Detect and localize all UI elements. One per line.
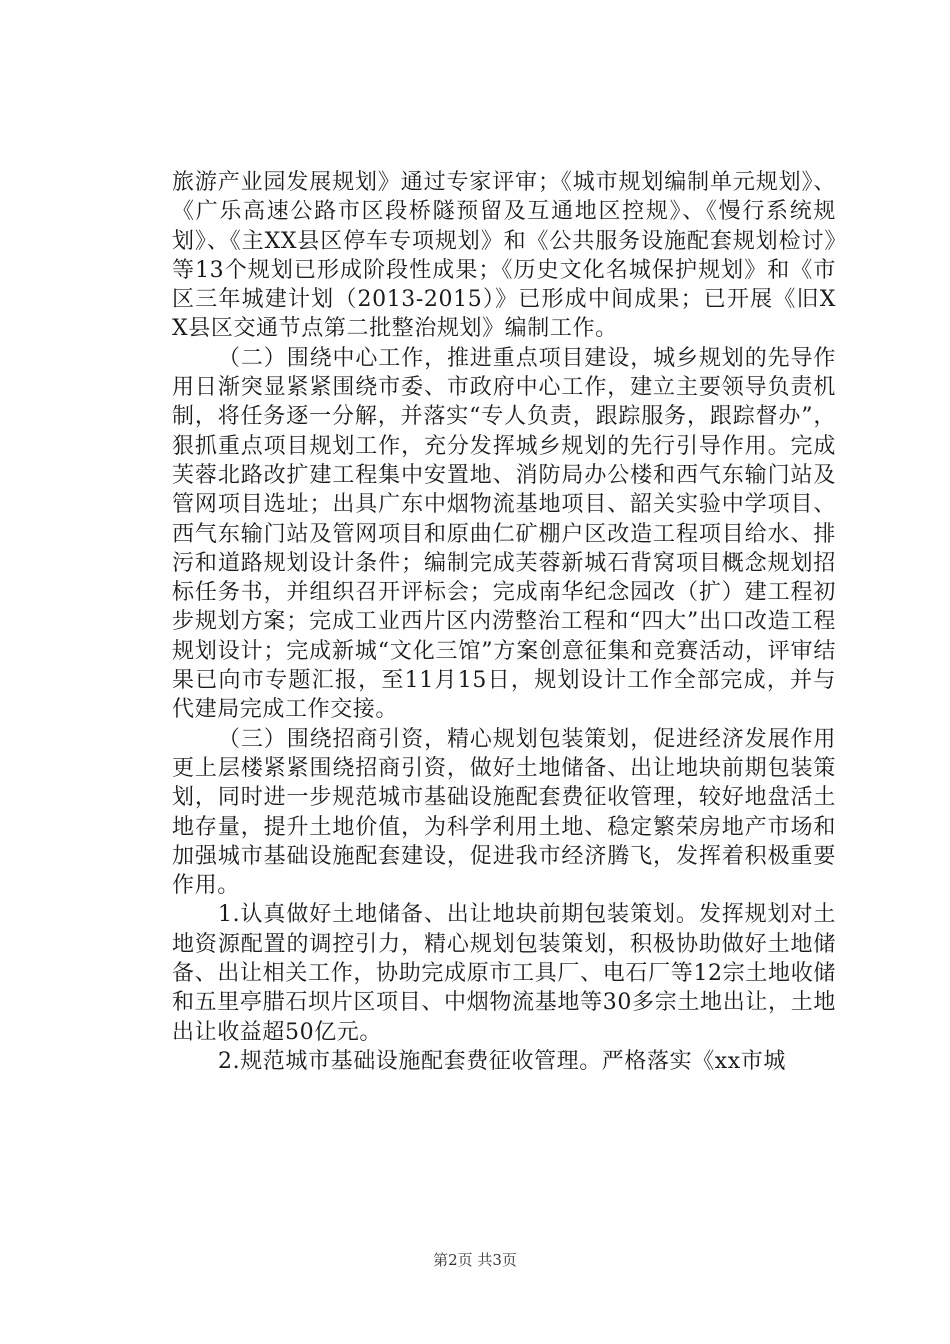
paragraph-2: （二）围绕中心工作，推进重点项目建设，城乡规划的先导作用日渐突显紧紧围绕市委、市政府中心工作，建立主要领导负责机制，将任务逐一分解，并落实“专人负责，跟踪服务，跟踪督办”，狠抓重点项目规划工作，充分发挥城乡规划的先行引导作用。完成芙蓉北路改扩建工程集中安置地、消防局办公楼和西气东输门站及管网项目选址；出具广东中烟物流基地项目、韶关实验中学项目、西气东输门站及管网项目和原曲仁矿棚户区改造工程项目给水、排污和道路规划设计条件；编制完成芙蓉新城石背窝项目概念规划招标任务书，并组织召开评标会；完成南华纪念园改（扩）建工程初步规划方案；完成工业西片区内涝整治工程和“四大”出口改造工程规划设计；完成新城“文化三馆”方案创意征集和竞赛活动，评审结果已向市专题汇报，至11月15日，规划设计工作全部完成，并与代建局完成工作交接。 <box>172 345 836 723</box>
paragraph-3: （三）围绕招商引资，精心规划包装策划，促进经济发展作用更上层楼紧紧围绕招商引资，做好土地储备、出让地块前期包装策划，同时进一步规范城市基础设施配套费征收管理，较好地盘活土地存量，提升土地价值，为科学利用土地、稳定繁荣房地产市场和加强城市基础设施配套建设，促进我市经济腾飞，发挥着积极重要作用。 <box>172 726 836 899</box>
paragraph-5: 2.规范城市基础设施配套费征收管理。严格落实《xx市城 <box>218 1048 787 1074</box>
paragraph-4: 1.认真做好土地储备、出让地块前期包装策划。发挥规划对土地资源配置的调控引力，精心规划包装策划，积极协助做好土地储备、出让相关工作，协助完成原市工具厂、电石厂等12宗土地收储和五里亭腊石坝片区项目、中烟物流基地等30多宗土地出让，土地出让收益超50亿元。 <box>172 902 836 1045</box>
page-number-label: 第2页 共3页 <box>433 1251 517 1269</box>
page-footer <box>0 1250 950 1270</box>
paragraph-1: 旅游产业园发展规划》通过专家评审；《城市规划编制单元规划》、《广乐高速公路市区段桥隧预留及互通地区控规》、《慢行系统规划》、《主XX县区停车专项规划》和《公共服务设施配套规划检讨》等13个规划已形成阶段性成果；《历史文化名城保护规划》和《市区三年城建计划（2013-2015）》已形成中间成果；已开展《旧XX县区交通节点第二批整治规划》编制工作。 <box>172 170 836 342</box>
document-body <box>172 168 836 1076</box>
